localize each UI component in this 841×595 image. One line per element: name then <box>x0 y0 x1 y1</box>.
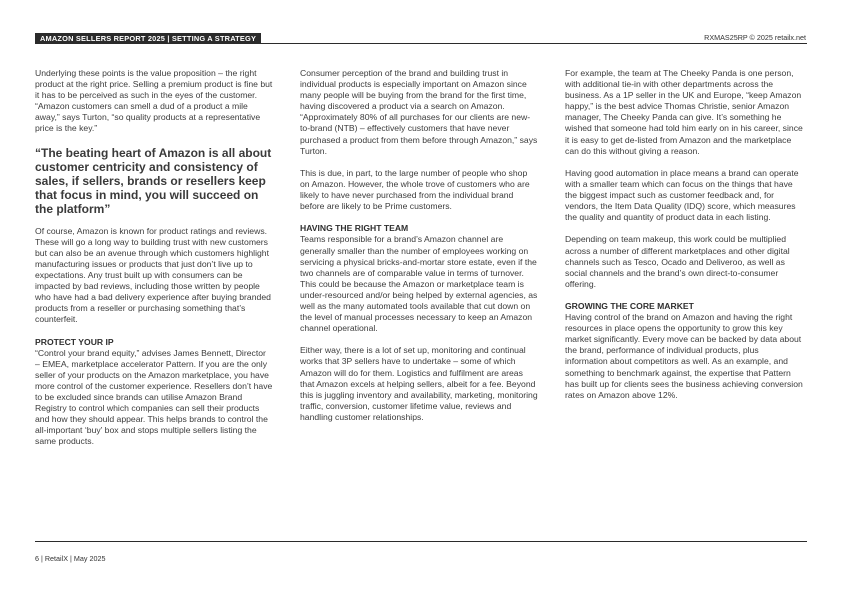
paragraph: Underlying these points is the value proposition – the right product at the right price. Selling a premium product is fine but it has to be perceived as such in the eyes of the customer. “Amazon customers can smell a dud of a product a mile away,” says Turton, “so quality products at a representative price is the key.” <box>35 68 273 134</box>
paragraph: Having good automation in place means a brand can operate with a smaller team which can focus on the things that have the biggest impact such as customer feedback and, for vendors, the Item Data Quality (IDQ) score, which measures the quality and quantity of product data in each listing. <box>565 167 799 223</box>
page-footer: 6 | RetailX | May 2025 <box>35 554 106 563</box>
paragraph: Teams responsible for a brand’s Amazon channel are generally smaller than the number of employees working on servicing a physical bricks-and-mortar store estate, even if the two channels are of comparable value in terms of turnover. This could be because the Amazon or marketplace team is under-resourced and/or being helped by external agencies, as well as the many automated tools available that cut down on the level of manual processes necessary to keep an Amazon channel operational. <box>300 234 538 334</box>
paragraph: Of course, Amazon is known for product ratings and reviews. These will go a long way to building trust with new customers but can also be an avenue through which customers highlight manufacturing issues or products that just don’t live up to expectations. Any trust built up with consumers can be impacted by bad reviews, including those written by people who have had a bad delivery experience after buying branded products from a reseller or purchasing something that’s counterfeit. <box>35 225 271 325</box>
section-heading: PROTECT YOUR IP <box>35 336 114 347</box>
paragraph: For example, the team at The Cheeky Panda is one person, with additional tie-in with other departments across the business. As a 1P seller in the UK and Europe, “keep Amazon happy,” is the best advice Thomas Christie, senior Amazon manager, The Cheeky Panda can give. It’s something he wished that someone had told him early on in his career, since it is easy to get de-listed from Amazon and the marketplace can do this without giving a reason. <box>565 68 803 156</box>
section-heading: GROWING THE CORE MARKET <box>565 300 694 311</box>
paragraph: Depending on team makeup, this work could be multiplied across a number of different marketplaces and other digital channels such as Tesco, Ocado and Deliveroo, as well as social channels and the brand’s own direct-to-consumer offering. <box>565 234 790 289</box>
section-heading: HAVING THE RIGHT TEAM <box>300 223 409 234</box>
paragraph: This is due, in part, to the large number of people who shop on Amazon. However, the whole trove of customers who are likely to have never purchased from the individual brand before are likely to be Prime customers. <box>300 167 530 212</box>
column-1 <box>35 68 273 459</box>
paragraph: Consumer perception of the brand and building trust in individual products is especially important on Amazon since many people will be buying from the brand for the first time, having discovered a product via a search on Amazon. “Approximately 80% of all purchases for our clients are new-to-brand (NTB) – effectively customers that have never purchased a product from them before through Amazon,” says Turton. <box>300 68 538 156</box>
paragraph: “Control your brand equity,” advises James Bennett, Director – EMEA, marketplace accelerator Pattern. If you are the only seller of your products on the Amazon marketplace, you have more control of the customer experience. Resellers don’t have to be excluded since brands can utilise Amazon Brand Registry to control which companies can sell their products and how they should appear. This helps brands to control the all-important ‘buy’ box and stops multiple sellers listing the same products. <box>35 347 273 447</box>
pull-quote: “The beating heart of Amazon is all about customer centricity and consistency of sales, if sellers, brands or resellers keep that focus in mind, you will succeed on the platform” <box>35 145 272 217</box>
column-2 <box>300 68 538 434</box>
header-divider <box>35 43 807 44</box>
footer-divider <box>35 541 807 542</box>
paragraph: Either way, there is a lot of set up, monitoring and continual works that 3P sellers have to undertake – some of which Amazon will do for them. Logistics and fulfilment are areas that Amazon excels at helping sellers, albeit for a fee. Beyond this is juggling inventory and availability, marketing, monitoring traffic, conversion, customer lifetime value, reviews and handling customer relationships. <box>300 345 538 422</box>
report-section-tag: AMAZON SELLERS REPORT 2025 | SETTING A STRATEGY <box>35 33 261 44</box>
column-3 <box>565 68 803 412</box>
report-code-copyright: RXMAS25RP © 2025 retailx.net <box>704 33 806 42</box>
paragraph: Having control of the brand on Amazon and having the right resources in place opens the opportunity to grow this key market significantly. Every move can be backed by data about the brand, performance of individual products, plus information about competitors as well. As an example, and something to benchmark against, the expertise that Pattern has built up for clients sees the business achieving conversion rates on Amazon above 12%. <box>565 312 803 400</box>
